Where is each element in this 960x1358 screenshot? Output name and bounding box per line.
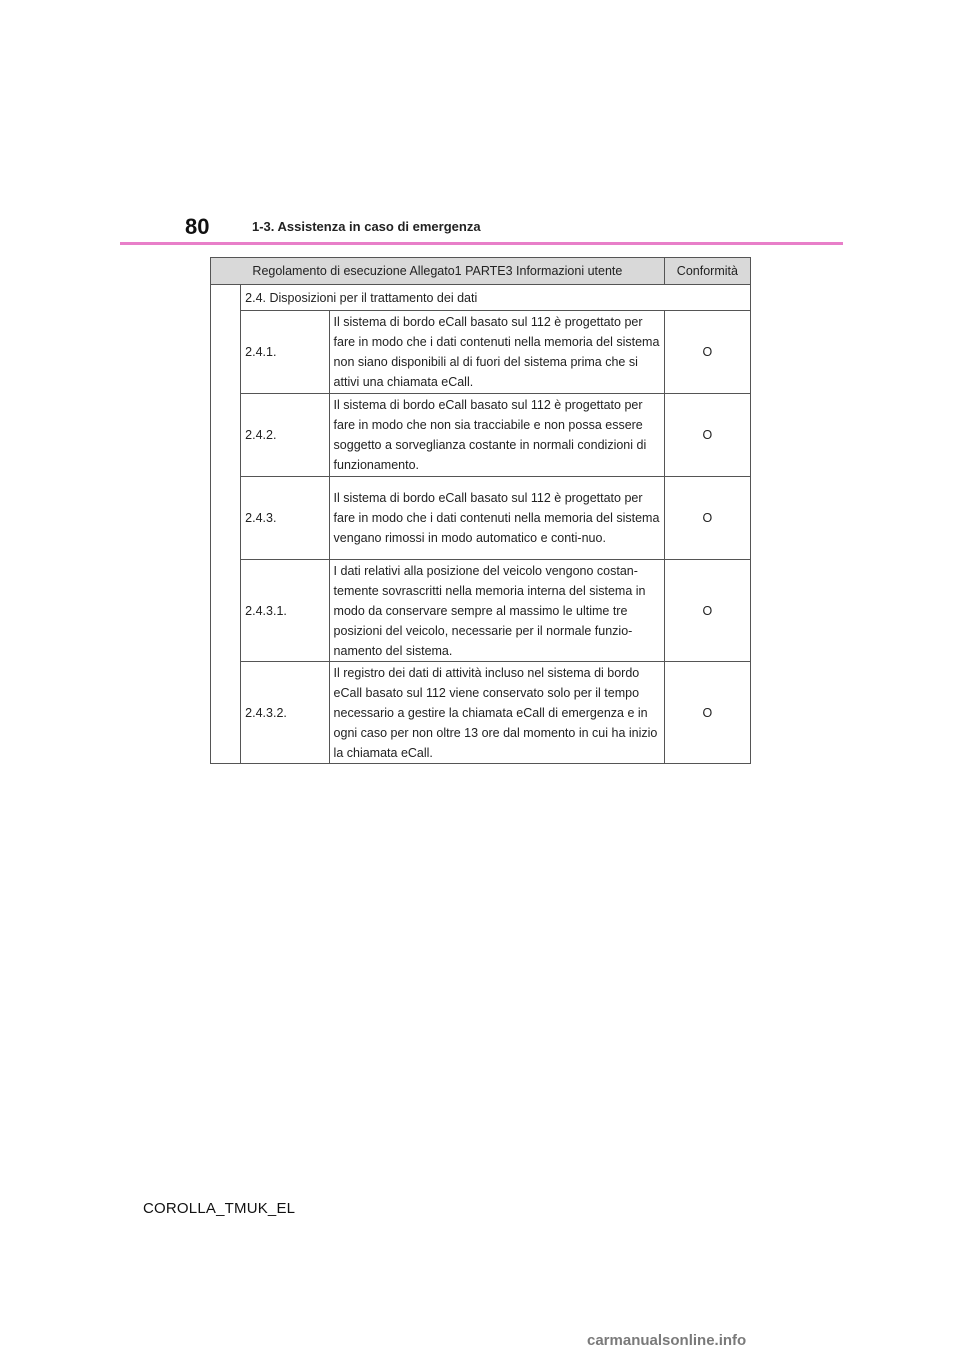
table-row (211, 560, 751, 662)
table-header-row (211, 258, 751, 285)
watermark-link[interactable]: carmanualsonline.info (587, 1332, 747, 1349)
conformity-mark: O (664, 311, 750, 394)
document-code: COROLLA_TMUK_EL (143, 1200, 296, 1217)
conformity-mark: O (664, 560, 750, 662)
row-code: 2.4.2. (241, 394, 329, 477)
conformity-mark: O (664, 662, 750, 764)
row-code: 2.4.3.1. (241, 560, 329, 662)
table-subheading: 2.4. Disposizioni per il trattamento dei dati (241, 285, 751, 311)
row-description: I dati relativi alla posizione del veicolo vengono costan-temente sovrascritti nella memoria interna del sistema in modo da conservare sempre al massimo le ultime tre posizioni del veicolo, necessarie per il normale funzio-namento del sistema. (329, 560, 664, 662)
row-description: Il registro dei dati di attività incluso nel sistema di bordo eCall basato sul 112 viene conservato solo per il tempo necessario a gestire la chiamata eCall di emergenza e in ogni caso per non oltre 13 ore dal momento in cui ha inizio la chiamata eCall. (329, 662, 664, 764)
page-number: 80 (185, 214, 210, 239)
header-divider (120, 242, 843, 245)
table-subheading-row (211, 285, 751, 311)
conformity-mark: O (664, 394, 750, 477)
row-code: 2.4.1. (241, 311, 329, 394)
row-code: 2.4.3.2. (241, 662, 329, 764)
row-code: 2.4.3. (241, 477, 329, 560)
indent-cell (211, 285, 241, 764)
column-header-regulation: Regolamento di esecuzione Allegato1 PARTE3 Informazioni utente (211, 258, 665, 285)
regulation-table (210, 257, 751, 764)
table-row (211, 394, 751, 477)
row-description: Il sistema di bordo eCall basato sul 112 è progettato per fare in modo che non sia tracciabile e non possa essere soggetto a sorveglianza costante in normali condizioni di funzionamento. (329, 394, 664, 477)
table-row (211, 311, 751, 394)
table-row (211, 477, 751, 560)
table-row (211, 662, 751, 764)
section-title: 1-3. Assistenza in caso di emergenza (252, 219, 481, 234)
column-header-conformity: Conformità (664, 258, 750, 285)
conformity-mark: O (664, 477, 750, 560)
row-description: Il sistema di bordo eCall basato sul 112 è progettato per fare in modo che i dati contenuti nella memoria del sistema vengano rimossi in modo automatico e conti-nuo. (329, 477, 664, 560)
row-description: Il sistema di bordo eCall basato sul 112 è progettato per fare in modo che i dati contenuti nella memoria del sistema non siano disponibili al di fuori del sistema prima che si attivi una chiamata eCall. (329, 311, 664, 394)
